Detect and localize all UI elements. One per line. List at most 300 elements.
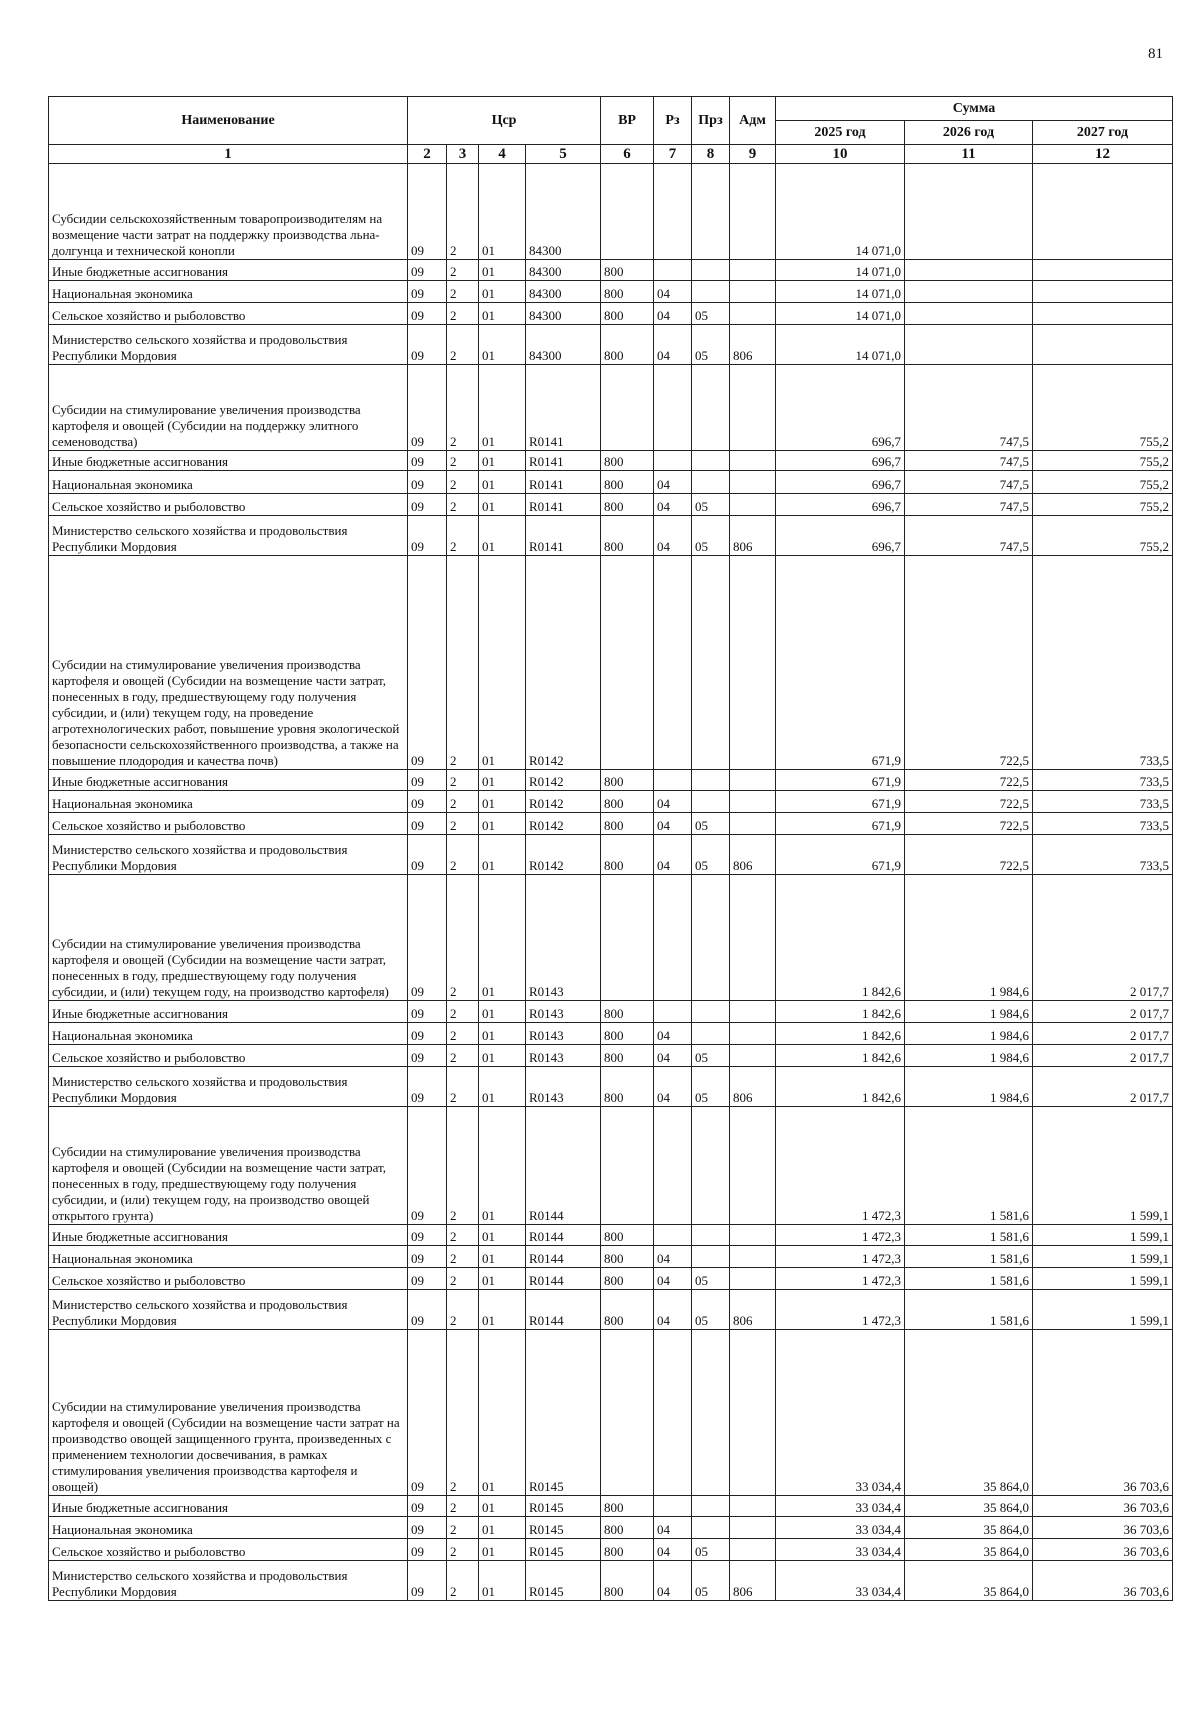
row-name: Иные бюджетные ассигнования <box>49 770 408 791</box>
prz-code <box>692 770 730 791</box>
col-number: 9 <box>730 145 776 164</box>
tsr-part-4: 84300 <box>526 260 601 281</box>
vr-code: 800 <box>601 1246 654 1268</box>
amount-2025: 1 842,6 <box>776 1045 905 1067</box>
tsr-part-4: 84300 <box>526 303 601 325</box>
amount-2026: 1 581,6 <box>905 1290 1033 1330</box>
col-number: 6 <box>601 145 654 164</box>
vr-code: 800 <box>601 1539 654 1561</box>
tsr-part-4: R0143 <box>526 875 601 1001</box>
amount-2026 <box>905 281 1033 303</box>
header-adm: Адм <box>730 97 776 145</box>
vr-code: 800 <box>601 835 654 875</box>
rz-code <box>654 260 692 281</box>
rz-code: 04 <box>654 1268 692 1290</box>
amount-2026: 1 984,6 <box>905 875 1033 1001</box>
tsr-part-4: R0144 <box>526 1107 601 1225</box>
amount-2027: 2 017,7 <box>1033 1045 1173 1067</box>
tsr-part-2: 2 <box>447 451 479 471</box>
amount-2025: 696,7 <box>776 471 905 494</box>
tsr-part-3: 01 <box>479 494 526 516</box>
adm-code <box>730 164 776 260</box>
row-name: Сельское хозяйство и рыболовство <box>49 1045 408 1067</box>
table-row <box>49 1561 1173 1601</box>
tsr-part-1: 09 <box>408 471 447 494</box>
table-row <box>49 365 1173 451</box>
vr-code: 800 <box>601 325 654 365</box>
tsr-part-3: 01 <box>479 303 526 325</box>
tsr-part-4: R0143 <box>526 1067 601 1107</box>
vr-code: 800 <box>601 791 654 813</box>
amount-2026: 35 864,0 <box>905 1496 1033 1517</box>
tsr-part-2: 2 <box>447 1496 479 1517</box>
adm-code <box>730 875 776 1001</box>
adm-code <box>730 494 776 516</box>
tsr-part-4: R0144 <box>526 1268 601 1290</box>
tsr-part-2: 2 <box>447 303 479 325</box>
rz-code: 04 <box>654 1023 692 1045</box>
amount-2025: 14 071,0 <box>776 164 905 260</box>
amount-2027: 733,5 <box>1033 813 1173 835</box>
adm-code <box>730 1517 776 1539</box>
prz-code <box>692 791 730 813</box>
adm-code <box>730 1107 776 1225</box>
tsr-part-3: 01 <box>479 1496 526 1517</box>
amount-2027: 1 599,1 <box>1033 1225 1173 1246</box>
amount-2027: 1 599,1 <box>1033 1246 1173 1268</box>
prz-code: 05 <box>692 835 730 875</box>
table-row <box>49 451 1173 471</box>
tsr-part-3: 01 <box>479 1330 526 1496</box>
prz-code <box>692 556 730 770</box>
amount-2027: 755,2 <box>1033 494 1173 516</box>
amount-2027: 2 017,7 <box>1033 875 1173 1001</box>
table-row <box>49 835 1173 875</box>
vr-code <box>601 875 654 1001</box>
tsr-part-3: 01 <box>479 281 526 303</box>
amount-2027 <box>1033 260 1173 281</box>
col-number: 8 <box>692 145 730 164</box>
tsr-part-3: 01 <box>479 451 526 471</box>
prz-code: 05 <box>692 516 730 556</box>
prz-code: 05 <box>692 1268 730 1290</box>
vr-code <box>601 556 654 770</box>
tsr-part-3: 01 <box>479 1107 526 1225</box>
tsr-part-4: R0145 <box>526 1539 601 1561</box>
table-row <box>49 281 1173 303</box>
tsr-part-1: 09 <box>408 1539 447 1561</box>
rz-code <box>654 1496 692 1517</box>
col-number: 3 <box>447 145 479 164</box>
amount-2027: 2 017,7 <box>1033 1001 1173 1023</box>
tsr-part-4: R0144 <box>526 1246 601 1268</box>
adm-code: 806 <box>730 835 776 875</box>
table-row <box>49 164 1173 260</box>
amount-2027: 755,2 <box>1033 471 1173 494</box>
prz-code <box>692 1023 730 1045</box>
tsr-part-2: 2 <box>447 813 479 835</box>
tsr-part-2: 2 <box>447 1246 479 1268</box>
amount-2025: 14 071,0 <box>776 303 905 325</box>
col-number: 2 <box>408 145 447 164</box>
amount-2027: 1 599,1 <box>1033 1107 1173 1225</box>
amount-2026 <box>905 260 1033 281</box>
tsr-part-2: 2 <box>447 325 479 365</box>
adm-code: 806 <box>730 1290 776 1330</box>
amount-2025: 1 842,6 <box>776 1067 905 1107</box>
prz-code: 05 <box>692 1539 730 1561</box>
amount-2026: 722,5 <box>905 835 1033 875</box>
table-row <box>49 1001 1173 1023</box>
amount-2026: 747,5 <box>905 471 1033 494</box>
amount-2025: 33 034,4 <box>776 1330 905 1496</box>
adm-code <box>730 556 776 770</box>
col-number: 7 <box>654 145 692 164</box>
tsr-part-3: 01 <box>479 260 526 281</box>
tsr-part-1: 09 <box>408 1067 447 1107</box>
tsr-part-1: 09 <box>408 1330 447 1496</box>
adm-code <box>730 365 776 451</box>
row-name: Субсидии сельскохозяйственным товаропроизводителям на возмещение части затрат на поддержку производства льна-долгунца и технической конопли <box>49 164 408 260</box>
prz-code: 05 <box>692 494 730 516</box>
adm-code <box>730 791 776 813</box>
header-tsr: Цср <box>408 97 601 145</box>
rz-code <box>654 365 692 451</box>
tsr-part-3: 01 <box>479 835 526 875</box>
tsr-part-1: 09 <box>408 164 447 260</box>
tsr-part-2: 2 <box>447 770 479 791</box>
amount-2025: 671,9 <box>776 813 905 835</box>
prz-code <box>692 875 730 1001</box>
amount-2026: 35 864,0 <box>905 1330 1033 1496</box>
table-row <box>49 1067 1173 1107</box>
prz-code <box>692 1107 730 1225</box>
tsr-part-2: 2 <box>447 1045 479 1067</box>
adm-code <box>730 1023 776 1045</box>
tsr-part-4: R0141 <box>526 471 601 494</box>
vr-code <box>601 1107 654 1225</box>
tsr-part-2: 2 <box>447 1290 479 1330</box>
tsr-part-3: 01 <box>479 164 526 260</box>
header-year-2025: 2025 год <box>776 121 905 145</box>
row-name: Министерство сельского хозяйства и продовольствия Республики Мордовия <box>49 1290 408 1330</box>
table-row <box>49 1330 1173 1496</box>
tsr-part-3: 01 <box>479 1045 526 1067</box>
prz-code: 05 <box>692 303 730 325</box>
tsr-part-1: 09 <box>408 260 447 281</box>
amount-2026: 722,5 <box>905 770 1033 791</box>
amount-2025: 1 472,3 <box>776 1107 905 1225</box>
table-row <box>49 1290 1173 1330</box>
tsr-part-4: R0142 <box>526 835 601 875</box>
row-name: Национальная экономика <box>49 281 408 303</box>
vr-code <box>601 365 654 451</box>
tsr-part-1: 09 <box>408 325 447 365</box>
tsr-part-1: 09 <box>408 1107 447 1225</box>
tsr-part-2: 2 <box>447 875 479 1001</box>
table-row <box>49 1023 1173 1045</box>
prz-code: 05 <box>692 1561 730 1601</box>
row-name: Сельское хозяйство и рыболовство <box>49 1268 408 1290</box>
table-row <box>49 471 1173 494</box>
table-header <box>49 97 1173 164</box>
row-name: Субсидии на стимулирование увеличения производства картофеля и овощей (Субсидии на возмещение части затрат, понесенных в году, предшествующему году получения субсидии, и (или) текущем году, на производство овощей открытого грунта) <box>49 1107 408 1225</box>
tsr-part-1: 09 <box>408 1561 447 1601</box>
amount-2025: 1 472,3 <box>776 1246 905 1268</box>
amount-2026: 722,5 <box>905 813 1033 835</box>
prz-code <box>692 281 730 303</box>
table-row <box>49 1246 1173 1268</box>
tsr-part-3: 01 <box>479 1290 526 1330</box>
rz-code <box>654 1107 692 1225</box>
amount-2027: 755,2 <box>1033 516 1173 556</box>
table-row <box>49 556 1173 770</box>
amount-2027: 36 703,6 <box>1033 1496 1173 1517</box>
tsr-part-3: 01 <box>479 875 526 1001</box>
tsr-part-4: R0142 <box>526 556 601 770</box>
adm-code <box>730 451 776 471</box>
adm-code <box>730 770 776 791</box>
table-row <box>49 260 1173 281</box>
vr-code <box>601 164 654 260</box>
table-row <box>49 875 1173 1001</box>
rz-code <box>654 1001 692 1023</box>
adm-code <box>730 1496 776 1517</box>
prz-code <box>692 260 730 281</box>
amount-2026: 1 581,6 <box>905 1268 1033 1290</box>
tsr-part-3: 01 <box>479 1268 526 1290</box>
rz-code: 04 <box>654 1246 692 1268</box>
amount-2025: 671,9 <box>776 770 905 791</box>
tsr-part-4: R0141 <box>526 451 601 471</box>
tsr-part-4: R0141 <box>526 494 601 516</box>
row-name: Министерство сельского хозяйства и продовольствия Республики Мордовия <box>49 325 408 365</box>
tsr-part-2: 2 <box>447 835 479 875</box>
amount-2027 <box>1033 325 1173 365</box>
tsr-part-3: 01 <box>479 516 526 556</box>
vr-code: 800 <box>601 1045 654 1067</box>
tsr-part-1: 09 <box>408 1268 447 1290</box>
adm-code: 806 <box>730 1561 776 1601</box>
prz-code: 05 <box>692 1045 730 1067</box>
tsr-part-1: 09 <box>408 835 447 875</box>
tsr-part-1: 09 <box>408 365 447 451</box>
header-sum: Сумма <box>776 97 1173 121</box>
amount-2026: 1 581,6 <box>905 1246 1033 1268</box>
vr-code: 800 <box>601 303 654 325</box>
row-name: Министерство сельского хозяйства и продовольствия Республики Мордовия <box>49 1067 408 1107</box>
tsr-part-1: 09 <box>408 1496 447 1517</box>
tsr-part-2: 2 <box>447 556 479 770</box>
amount-2025: 671,9 <box>776 835 905 875</box>
tsr-part-2: 2 <box>447 1067 479 1107</box>
tsr-part-1: 09 <box>408 875 447 1001</box>
rz-code: 04 <box>654 791 692 813</box>
row-name: Субсидии на стимулирование увеличения производства картофеля и овощей (Субсидии на поддержку элитного семеноводства) <box>49 365 408 451</box>
amount-2027: 36 703,6 <box>1033 1539 1173 1561</box>
amount-2025: 14 071,0 <box>776 281 905 303</box>
rz-code <box>654 556 692 770</box>
tsr-part-4: R0143 <box>526 1045 601 1067</box>
tsr-part-3: 01 <box>479 1023 526 1045</box>
header-rz: Рз <box>654 97 692 145</box>
adm-code <box>730 260 776 281</box>
rz-code: 04 <box>654 471 692 494</box>
amount-2025: 671,9 <box>776 791 905 813</box>
rz-code: 04 <box>654 1539 692 1561</box>
tsr-part-2: 2 <box>447 281 479 303</box>
prz-code <box>692 1246 730 1268</box>
amount-2025: 33 034,4 <box>776 1561 905 1601</box>
adm-code: 806 <box>730 325 776 365</box>
vr-code: 800 <box>601 1001 654 1023</box>
amount-2027: 733,5 <box>1033 791 1173 813</box>
rz-code <box>654 1330 692 1496</box>
tsr-part-2: 2 <box>447 365 479 451</box>
table-row <box>49 1517 1173 1539</box>
tsr-part-4: 84300 <box>526 281 601 303</box>
prz-code <box>692 1496 730 1517</box>
header-vr: ВР <box>601 97 654 145</box>
rz-code: 04 <box>654 281 692 303</box>
tsr-part-1: 09 <box>408 494 447 516</box>
rz-code <box>654 164 692 260</box>
amount-2026: 747,5 <box>905 365 1033 451</box>
rz-code: 04 <box>654 516 692 556</box>
rz-code: 04 <box>654 1290 692 1330</box>
table-row <box>49 303 1173 325</box>
tsr-part-2: 2 <box>447 791 479 813</box>
amount-2027: 1 599,1 <box>1033 1268 1173 1290</box>
tsr-part-1: 09 <box>408 1045 447 1067</box>
row-name: Национальная экономика <box>49 1023 408 1045</box>
tsr-part-1: 09 <box>408 813 447 835</box>
amount-2025: 1 472,3 <box>776 1225 905 1246</box>
tsr-part-3: 01 <box>479 471 526 494</box>
adm-code <box>730 1225 776 1246</box>
amount-2027: 2 017,7 <box>1033 1067 1173 1107</box>
vr-code: 800 <box>601 1268 654 1290</box>
row-name: Национальная экономика <box>49 471 408 494</box>
row-name: Министерство сельского хозяйства и продовольствия Республики Мордовия <box>49 835 408 875</box>
table-row <box>49 1107 1173 1225</box>
rz-code: 04 <box>654 1045 692 1067</box>
tsr-part-3: 01 <box>479 1539 526 1561</box>
prz-code <box>692 1225 730 1246</box>
row-name: Иные бюджетные ассигнования <box>49 260 408 281</box>
row-name: Национальная экономика <box>49 1517 408 1539</box>
adm-code: 806 <box>730 516 776 556</box>
tsr-part-4: R0141 <box>526 516 601 556</box>
rz-code <box>654 770 692 791</box>
amount-2027: 1 599,1 <box>1033 1290 1173 1330</box>
rz-code: 04 <box>654 1067 692 1107</box>
table-row <box>49 1045 1173 1067</box>
vr-code: 800 <box>601 1067 654 1107</box>
rz-code <box>654 451 692 471</box>
amount-2026 <box>905 164 1033 260</box>
amount-2026: 1 581,6 <box>905 1225 1033 1246</box>
prz-code <box>692 1517 730 1539</box>
amount-2026 <box>905 325 1033 365</box>
vr-code: 800 <box>601 471 654 494</box>
table-row <box>49 494 1173 516</box>
amount-2027: 733,5 <box>1033 770 1173 791</box>
prz-code: 05 <box>692 1067 730 1107</box>
amount-2027 <box>1033 281 1173 303</box>
row-name: Иные бюджетные ассигнования <box>49 451 408 471</box>
tsr-part-3: 01 <box>479 556 526 770</box>
row-name: Министерство сельского хозяйства и продовольствия Республики Мордовия <box>49 516 408 556</box>
amount-2027: 733,5 <box>1033 835 1173 875</box>
amount-2025: 696,7 <box>776 516 905 556</box>
tsr-part-2: 2 <box>447 1107 479 1225</box>
amount-2026: 1 984,6 <box>905 1001 1033 1023</box>
tsr-part-2: 2 <box>447 1225 479 1246</box>
prz-code: 05 <box>692 1290 730 1330</box>
amount-2027 <box>1033 303 1173 325</box>
tsr-part-1: 09 <box>408 1023 447 1045</box>
prz-code <box>692 365 730 451</box>
row-name: Иные бюджетные ассигнования <box>49 1496 408 1517</box>
amount-2025: 1 842,6 <box>776 1001 905 1023</box>
amount-2025: 1 472,3 <box>776 1290 905 1330</box>
tsr-part-3: 01 <box>479 791 526 813</box>
tsr-part-3: 01 <box>479 365 526 451</box>
rz-code: 04 <box>654 325 692 365</box>
vr-code: 800 <box>601 1517 654 1539</box>
vr-code: 800 <box>601 813 654 835</box>
adm-code <box>730 813 776 835</box>
header-name: Наименование <box>49 97 408 145</box>
header-prz: Прз <box>692 97 730 145</box>
tsr-part-4: 84300 <box>526 325 601 365</box>
rz-code <box>654 875 692 1001</box>
tsr-part-2: 2 <box>447 516 479 556</box>
row-name: Сельское хозяйство и рыболовство <box>49 1539 408 1561</box>
rz-code: 04 <box>654 1561 692 1601</box>
vr-code: 800 <box>601 1496 654 1517</box>
vr-code: 800 <box>601 770 654 791</box>
tsr-part-1: 09 <box>408 1225 447 1246</box>
prz-code <box>692 451 730 471</box>
row-name: Субсидии на стимулирование увеличения производства картофеля и овощей (Субсидии на возмещение части затрат, понесенных в году, предшествующему году получения субсидии, и (или) текущем году, на проведение агротехнологических работ, повышение уровня экологической безопасности сельскохозяйственного производства, а также на повышение плодородия и качества почв) <box>49 556 408 770</box>
tsr-part-2: 2 <box>447 494 479 516</box>
rz-code: 04 <box>654 835 692 875</box>
row-name: Иные бюджетные ассигнования <box>49 1001 408 1023</box>
prz-code <box>692 471 730 494</box>
amount-2025: 1 842,6 <box>776 875 905 1001</box>
tsr-part-2: 2 <box>447 1539 479 1561</box>
tsr-part-3: 01 <box>479 1246 526 1268</box>
row-name: Национальная экономика <box>49 1246 408 1268</box>
tsr-part-2: 2 <box>447 1330 479 1496</box>
page-number: 81 <box>1148 46 1163 62</box>
amount-2026: 35 864,0 <box>905 1539 1033 1561</box>
col-number: 11 <box>905 145 1033 164</box>
amount-2027: 755,2 <box>1033 365 1173 451</box>
table-body <box>49 164 1173 1601</box>
tsr-part-3: 01 <box>479 1517 526 1539</box>
amount-2026: 1 984,6 <box>905 1067 1033 1107</box>
amount-2026: 722,5 <box>905 791 1033 813</box>
tsr-part-4: R0142 <box>526 770 601 791</box>
row-name: Сельское хозяйство и рыболовство <box>49 494 408 516</box>
tsr-part-3: 01 <box>479 1225 526 1246</box>
header-year-2026: 2026 год <box>905 121 1033 145</box>
header-year-2027: 2027 год <box>1033 121 1173 145</box>
tsr-part-1: 09 <box>408 1290 447 1330</box>
